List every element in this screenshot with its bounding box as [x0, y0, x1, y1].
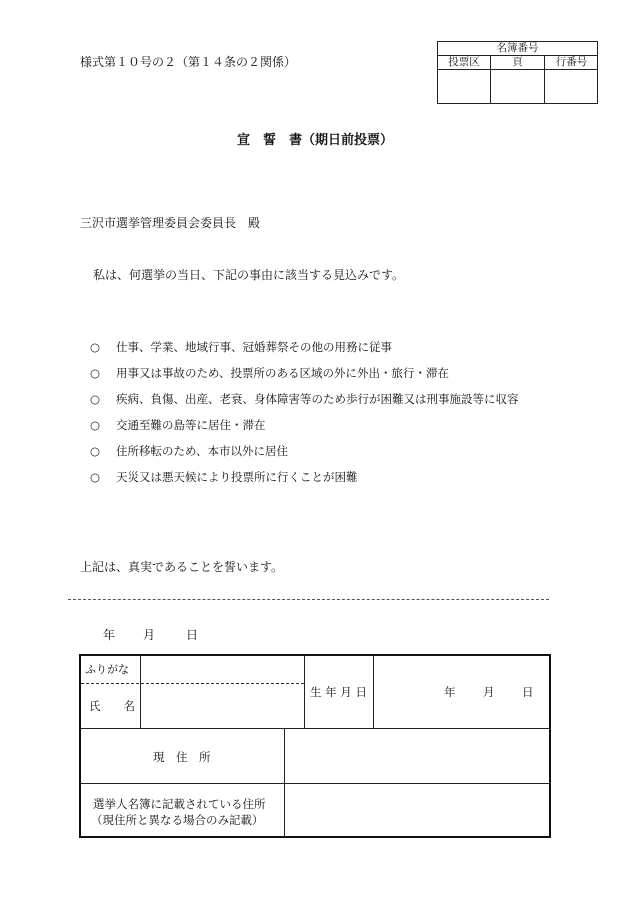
reason-item[interactable] [90, 365, 449, 381]
voter-info-table [79, 654, 551, 838]
birthdate-label: 生 年 月 日 [310, 685, 367, 699]
current-address-field[interactable] [285, 729, 549, 783]
form-id: 様式第１０号の２（第１４条の２関係） [80, 55, 297, 69]
document-title: 宣 誓 書（期日前投票） [236, 133, 393, 148]
reason-label: 天災又は悪天候により投票所に行くことが困難 [116, 470, 358, 484]
date-line[interactable] [103, 626, 198, 643]
reason-item[interactable] [90, 391, 519, 407]
reason-checkbox-circle[interactable]: ○ [90, 418, 101, 432]
register-col-district-header: 投票区 [438, 56, 490, 70]
register-col-row [545, 56, 598, 104]
reason-checkbox-circle[interactable]: ○ [90, 366, 101, 380]
declaration-text: 私は、何選挙の当日、下記の事由に該当する見込みです。 [93, 268, 405, 282]
current-address-label: 現 住 所 [153, 750, 211, 764]
birthdate-month-label: 月 [483, 685, 495, 699]
dashed-divider [68, 599, 549, 600]
addressee: 三沢市選挙管理委員会委員長 殿 [80, 216, 261, 230]
reason-checkbox-circle[interactable]: ○ [90, 470, 101, 484]
reason-label: 仕事、学業、地域行事、冠婚葬祭その他の用務に従事 [116, 340, 392, 354]
reason-item[interactable] [90, 339, 392, 355]
reason-checkbox-circle[interactable]: ○ [90, 340, 101, 354]
registered-address-note: （現住所と異なる場合のみ記載） [91, 813, 264, 827]
register-number-title: 名簿番号 [438, 42, 597, 56]
registered-address-label: 選挙人名簿に記載されている住所 [93, 797, 266, 811]
birthdate-day-label: 日 [522, 685, 534, 699]
date-year-label: 年 [103, 628, 116, 642]
reason-label: 用事又は事故のため、投票所のある区域の外に外出・旅行・滞在 [116, 366, 450, 380]
register-col-page [491, 56, 545, 104]
reason-checkbox-circle[interactable]: ○ [90, 444, 101, 458]
register-col-row-header: 行番号 [545, 56, 598, 70]
reason-label: 住所移転のため、本市以外に居住 [116, 444, 289, 458]
register-col-page-header: 頁 [491, 56, 544, 70]
furigana-label: ふりがな [85, 663, 129, 676]
birthdate-field[interactable] [374, 656, 549, 728]
name-label: 氏 名 [89, 699, 135, 713]
birthdate-year-label: 年 [444, 685, 456, 699]
name-birth-divider [304, 656, 305, 728]
reason-item[interactable] [90, 417, 266, 433]
register-number-box [437, 41, 598, 104]
reason-item[interactable] [90, 469, 358, 485]
registered-address-field[interactable] [285, 784, 549, 836]
reason-checkbox-circle[interactable]: ○ [90, 392, 101, 406]
reason-label: 疾病、負傷、出産、老衰、身体障害等のため歩行が困難又は刑事施設等に収容 [116, 392, 519, 406]
name-field[interactable] [141, 684, 304, 728]
date-month-label: 月 [143, 628, 156, 642]
reason-item[interactable] [90, 443, 288, 459]
date-day-label: 日 [186, 628, 199, 642]
register-col-district [438, 56, 491, 104]
furigana-field[interactable] [141, 656, 304, 683]
reason-label: 交通至難の島等に居住・滞在 [116, 418, 266, 432]
oath-statement: 上記は、真実であることを誓います。 [80, 560, 284, 574]
